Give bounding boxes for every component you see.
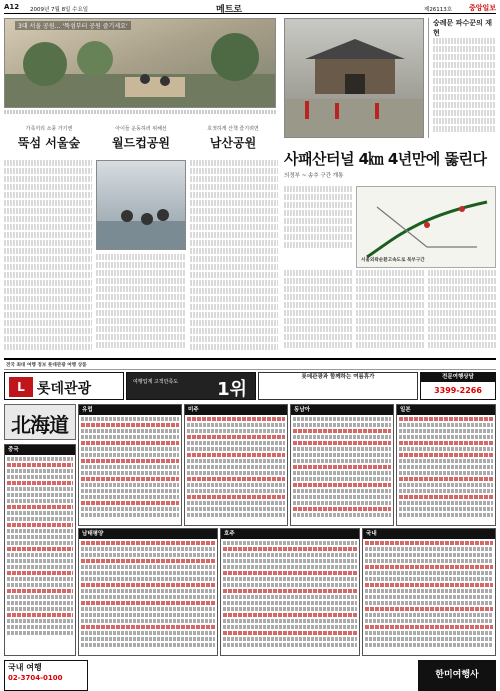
park-sub-2: 아이들 운동하러 위해선	[115, 126, 167, 132]
lotte-tour-ad[interactable]	[4, 372, 124, 400]
gate-illustration	[285, 19, 424, 138]
hokkaido-title: 北海道	[11, 413, 68, 437]
tour-listing-3[interactable]	[290, 404, 394, 526]
tour-listing-2[interactable]	[184, 404, 288, 526]
phone-number: 3399-2266	[434, 386, 482, 395]
parks-article-col-3	[190, 160, 278, 352]
park-name-3: 남산공원	[209, 136, 257, 150]
parks-article-col-1	[4, 160, 92, 352]
newspaper-logo: 중앙일보	[468, 4, 496, 12]
publication-date: 2009년 7월 8일 수요일	[30, 7, 89, 13]
listing-title-8: 국내	[363, 529, 495, 539]
ad-top-strip: 전국 최대 여행 정보 롯데관광 여행 상품	[4, 362, 496, 370]
tour-listing-7[interactable]	[220, 528, 360, 656]
domestic-travel-ad[interactable]	[4, 660, 88, 691]
route-map-illustration	[357, 187, 496, 268]
hanmi-travel-ad[interactable]: 한미여행사	[418, 660, 496, 691]
page-number: A12	[4, 3, 20, 11]
park-name-1: 뚝섬 서울숲	[17, 136, 81, 150]
park-sub-3: 호젓하게 산책 즐기려면	[207, 126, 259, 132]
page-header	[4, 2, 496, 14]
listing-title-6: 남태평양	[79, 529, 217, 539]
tunnel-article-col-2	[284, 270, 352, 352]
tour-listing-8[interactable]	[362, 528, 496, 656]
gate-story	[428, 18, 496, 138]
map-title: 서울외곽순환고속도로 북부구간	[361, 258, 425, 263]
park-scene-illustration	[5, 19, 276, 108]
domestic-title: 국내 여행	[8, 663, 42, 672]
issue-number: 제26113호	[424, 7, 453, 13]
fountain-illustration	[97, 161, 186, 250]
tour-listing-4[interactable]	[396, 404, 496, 526]
phone-consult-ad[interactable]	[420, 372, 496, 400]
tunnel-article-col-1	[284, 186, 352, 256]
no1-sub: 여행업계 고객만족도	[133, 379, 179, 385]
phone-label: 전문여행상담	[421, 373, 495, 382]
center-banner-ad: 롯데관광과 함께하는 여름휴가	[258, 372, 418, 400]
tunnel-deck: 의정부 ~ 송추 구간 개통	[284, 173, 344, 179]
photo-title: 3대 서울 공원… '뚝섬부터 공원 즐기세요'	[15, 21, 131, 30]
parks-photo	[4, 18, 276, 108]
number-one-ad	[126, 372, 256, 400]
listing-title-5: 중국	[5, 445, 75, 455]
listing-title-4: 일본	[397, 405, 495, 415]
lotte-logo-icon: L	[9, 377, 33, 397]
listing-title-2: 미주	[185, 405, 287, 415]
tour-listing-6[interactable]	[78, 528, 218, 656]
tunnel-article-col-4	[428, 270, 496, 352]
photo-caption-left	[4, 110, 276, 120]
no1-big: 1위	[217, 379, 247, 400]
gate-story-title: 숭례문 파수꾼의 재현	[433, 19, 492, 37]
tour-listing-1[interactable]	[78, 404, 182, 526]
tour-listing-5[interactable]	[4, 444, 76, 656]
gate-ceremony-photo	[284, 18, 424, 138]
tunnel-headline: 사패산터널 4㎞ 4년만에 뚫린다	[284, 150, 487, 168]
hokkaido-ad[interactable]	[4, 404, 76, 440]
gate-story-body	[433, 38, 495, 138]
listing-title-7: 호주	[221, 529, 359, 539]
section-title: 메트로	[216, 5, 243, 15]
tunnel-article-col-3	[356, 270, 424, 352]
park-sub-1: 가족끼리 소풍 가기엔	[25, 126, 73, 132]
listing-title-1: 유럽	[79, 405, 181, 415]
parks-article-col-2	[96, 254, 186, 352]
tunnel-route-map	[356, 186, 496, 268]
park-name-2: 월드컵공원	[112, 136, 170, 150]
listing-title-3: 동남아	[291, 405, 393, 415]
advertisement-block	[4, 358, 496, 689]
lotte-name: 롯데관광	[37, 381, 92, 397]
fountain-photo	[96, 160, 186, 250]
domestic-phone: 02-3704-0100	[8, 674, 63, 682]
